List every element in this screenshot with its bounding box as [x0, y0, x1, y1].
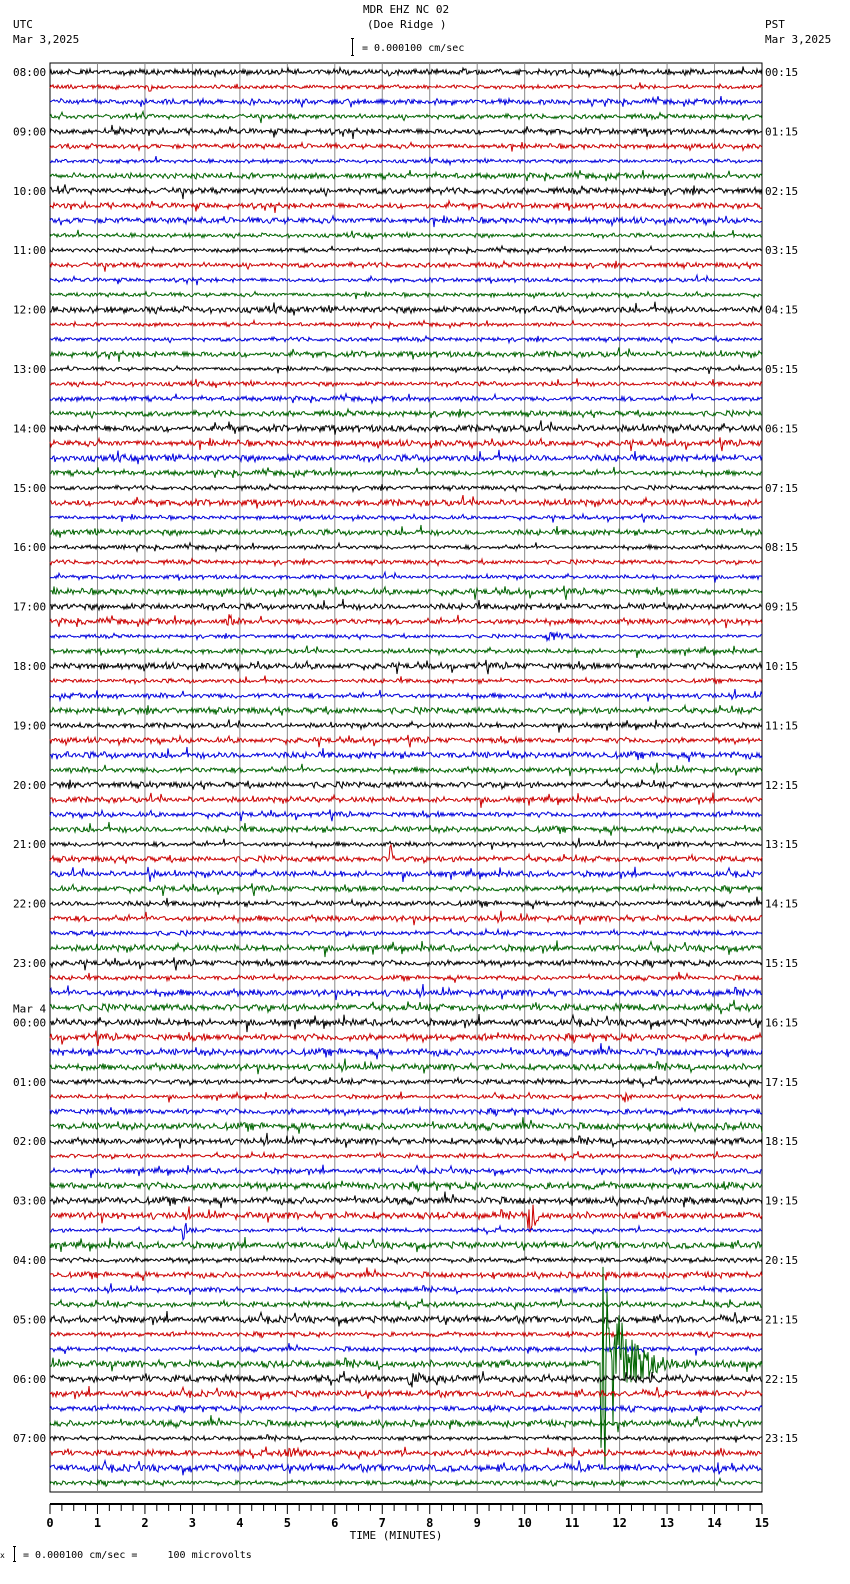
utc-hour-label: 18:00 — [13, 660, 47, 673]
seismic-trace — [50, 632, 762, 640]
utc-hour-label: 00:00 — [13, 1016, 47, 1030]
seismic-trace — [50, 972, 762, 983]
seismic-trace — [50, 156, 762, 164]
seismic-trace — [50, 1223, 762, 1240]
seismic-trace — [50, 838, 762, 850]
utc-hour-label: 09:00 — [13, 125, 47, 139]
utc-hour-label: 15:00 — [13, 481, 47, 495]
seismic-trace — [50, 96, 762, 107]
seismic-trace — [50, 1447, 762, 1459]
seismic-trace — [50, 676, 762, 685]
seismic-trace — [50, 1267, 762, 1281]
seismic-trace — [50, 420, 762, 434]
pst-hour-label: 03:15 — [765, 244, 799, 258]
seismic-trace — [50, 747, 762, 762]
utc-hour-label: 17:00 — [13, 600, 47, 614]
seismic-trace — [50, 1435, 762, 1443]
left-timezone: UTC — [13, 18, 33, 31]
utc-hour-label: 08:00 — [13, 66, 47, 79]
seismic-trace — [50, 215, 762, 227]
right-date: Mar 3,2025 — [765, 33, 832, 46]
seismic-trace — [50, 336, 762, 343]
seismic-trace — [50, 1043, 762, 1059]
seismic-trace — [50, 1133, 762, 1149]
seismic-trace — [50, 735, 762, 747]
seismic-trace — [50, 984, 762, 1000]
seismic-trace — [50, 112, 762, 123]
seismic-trace — [50, 1405, 762, 1413]
x-tick-label: 10 — [517, 1516, 532, 1530]
seismic-trace — [50, 378, 762, 388]
pst-hour-label: 08:15 — [765, 541, 799, 555]
seismic-trace — [50, 1460, 762, 1475]
utc-hour-label: 12:00 — [13, 303, 47, 317]
utc-hour-label: 22:00 — [13, 897, 47, 911]
seismic-trace — [50, 1000, 762, 1014]
pst-hour-label: 19:15 — [765, 1194, 799, 1208]
x-axis-label: TIME (MINUTES) — [349, 1529, 443, 1542]
seismic-trace — [50, 614, 762, 628]
pst-hour-label: 13:15 — [765, 838, 799, 852]
pst-hour-label: 15:15 — [765, 957, 799, 970]
seismic-trace — [50, 586, 762, 600]
pst-hour-label: 02:15 — [765, 184, 799, 198]
seismic-trace — [50, 142, 762, 152]
x-tick-label: 4 — [236, 1516, 244, 1530]
seismic-trace — [50, 1283, 762, 1294]
seismic-trace — [50, 1014, 762, 1032]
pst-hour-label: 07:15 — [765, 481, 799, 495]
seismic-trace — [50, 929, 762, 936]
seismic-trace — [50, 646, 762, 658]
seismic-trace — [50, 1031, 762, 1047]
seismic-trace — [50, 810, 762, 822]
left-date: Mar 3,2025 — [13, 33, 80, 46]
seismic-trace — [50, 911, 762, 926]
utc-hour-label: 04:00 — [13, 1254, 47, 1267]
seismic-trace — [50, 1092, 762, 1103]
pst-hour-label: 14:15 — [765, 897, 799, 911]
station-subtitle: (Doe Ridge ) — [367, 18, 447, 31]
pst-hour-label: 20:15 — [765, 1254, 799, 1267]
utc-hour-label: 20:00 — [13, 778, 47, 792]
station-title: MDR EHZ NC 02 — [363, 3, 450, 16]
utc-hour-label: 03:00 — [13, 1194, 47, 1208]
seismic-trace — [50, 1331, 762, 1338]
seismic-trace — [50, 1299, 762, 1310]
seismic-trace — [50, 201, 762, 213]
seismic-trace — [50, 184, 762, 199]
seismic-trace — [50, 82, 762, 91]
seismic-trace — [50, 660, 762, 674]
seismic-trace — [50, 705, 762, 715]
seismic-trace — [50, 437, 762, 451]
x-tick-label: 3 — [188, 1516, 197, 1530]
footer-scale-text: = 0.000100 cm/sec = 100 microvolts — [23, 1550, 252, 1561]
scale-text: = 0.000100 cm/sec — [362, 43, 465, 54]
seismic-trace — [50, 261, 762, 272]
seismic-trace — [50, 780, 762, 790]
seismic-trace — [50, 291, 762, 299]
seismic-trace — [50, 125, 762, 139]
pst-hour-label: 23:15 — [765, 1432, 799, 1446]
utc-hour-label: 14:00 — [13, 422, 47, 436]
seismic-trace — [50, 1076, 762, 1087]
seismic-trace — [50, 793, 762, 808]
seismic-trace — [50, 1386, 762, 1400]
seismic-trace — [50, 467, 762, 478]
pst-hour-label: 21:15 — [765, 1313, 799, 1327]
seismic-trace — [50, 514, 762, 523]
pst-hour-label: 09:15 — [765, 600, 799, 614]
seismic-trace — [50, 275, 762, 285]
x-tick-label: 11 — [564, 1516, 580, 1530]
x-tick-label: 13 — [659, 1516, 675, 1530]
seismic-trace — [50, 1059, 762, 1075]
seismic-trace — [50, 230, 762, 239]
seismic-trace — [50, 1151, 762, 1160]
utc-hour-label: 16:00 — [13, 541, 47, 555]
seismic-trace — [50, 957, 762, 970]
seismic-trace — [50, 1192, 762, 1209]
footer-prefix: x — [0, 1551, 5, 1560]
seismic-trace — [50, 689, 762, 702]
seismic-trace — [50, 495, 762, 508]
seismic-trace — [50, 1165, 762, 1178]
date-change-label: Mar 4 — [13, 1002, 47, 1016]
plot-frame — [50, 63, 762, 1492]
utc-hour-label: 05:00 — [13, 1313, 47, 1327]
seismic-trace — [50, 599, 762, 611]
seismic-trace — [50, 1371, 762, 1387]
pst-hour-label: 04:15 — [765, 303, 799, 317]
seismic-trace — [50, 1311, 762, 1326]
seismic-trace — [50, 558, 762, 565]
x-tick-label: 12 — [612, 1516, 627, 1530]
seismic-trace — [50, 1257, 762, 1264]
x-tick-label: 1 — [93, 1516, 102, 1530]
seismic-trace — [50, 302, 762, 316]
pst-hour-label: 00:15 — [765, 66, 799, 79]
x-tick-label: 7 — [378, 1516, 386, 1530]
x-tick-label: 9 — [473, 1516, 481, 1530]
utc-hour-label: 10:00 — [13, 184, 47, 198]
seismic-trace — [50, 67, 762, 77]
seismic-trace — [50, 321, 762, 329]
seismic-trace — [50, 867, 762, 882]
seismic-trace — [50, 366, 762, 374]
utc-hour-label: 01:00 — [13, 1075, 47, 1089]
seismic-trace — [50, 542, 762, 551]
utc-hour-label: 02:00 — [13, 1135, 47, 1149]
seismic-trace — [50, 409, 762, 418]
seismic-trace — [50, 450, 762, 464]
pst-hour-label: 12:15 — [765, 778, 799, 792]
seismic-trace — [50, 572, 762, 582]
seismic-trace — [50, 1479, 762, 1487]
utc-hour-label: 11:00 — [13, 244, 47, 258]
seismic-trace — [50, 1237, 762, 1252]
x-tick-label: 5 — [283, 1516, 291, 1530]
pst-hour-label: 17:15 — [765, 1075, 799, 1089]
utc-hour-label: 13:00 — [13, 363, 47, 376]
seismic-trace — [50, 1343, 762, 1356]
pst-hour-label: 11:15 — [765, 719, 799, 733]
utc-hour-label: 23:00 — [13, 957, 47, 970]
utc-hour-label: 19:00 — [13, 719, 47, 733]
pst-hour-label: 10:15 — [765, 660, 799, 673]
utc-hour-label: 07:00 — [13, 1432, 47, 1446]
seismic-trace — [50, 940, 762, 957]
seismic-trace — [50, 897, 762, 910]
seismic-trace — [50, 822, 762, 836]
seismic-trace — [50, 1415, 762, 1432]
right-timezone: PST — [765, 18, 785, 31]
x-tick-label: 6 — [331, 1516, 339, 1530]
seismic-trace — [50, 1181, 762, 1191]
seismic-trace — [50, 170, 762, 181]
pst-hour-label: 06:15 — [765, 422, 799, 436]
x-tick-label: 0 — [46, 1516, 54, 1530]
pst-hour-label: 16:15 — [765, 1016, 799, 1030]
seismic-trace — [50, 484, 762, 491]
seismic-trace — [50, 763, 762, 777]
seismic-trace — [50, 720, 762, 733]
pst-hour-label: 05:15 — [765, 363, 799, 376]
seismic-trace — [50, 393, 762, 403]
pst-hour-label: 01:15 — [765, 125, 799, 139]
seismic-trace — [50, 883, 762, 896]
seismic-trace — [50, 347, 762, 361]
seismic-trace — [50, 246, 762, 254]
seismic-trace — [50, 1107, 762, 1116]
footer-scale-bar-icon — [13, 1546, 16, 1562]
x-tick-label: 8 — [426, 1516, 434, 1530]
utc-hour-label: 06:00 — [13, 1372, 47, 1386]
x-tick-label: 15 — [754, 1516, 770, 1530]
utc-hour-label: 21:00 — [13, 838, 47, 852]
seismic-trace — [50, 1117, 762, 1134]
pst-hour-label: 18:15 — [765, 1135, 799, 1149]
x-tick-label: 14 — [707, 1516, 722, 1530]
seismic-trace — [50, 525, 762, 538]
pst-hour-label: 22:15 — [765, 1372, 799, 1386]
x-tick-label: 2 — [141, 1516, 149, 1530]
